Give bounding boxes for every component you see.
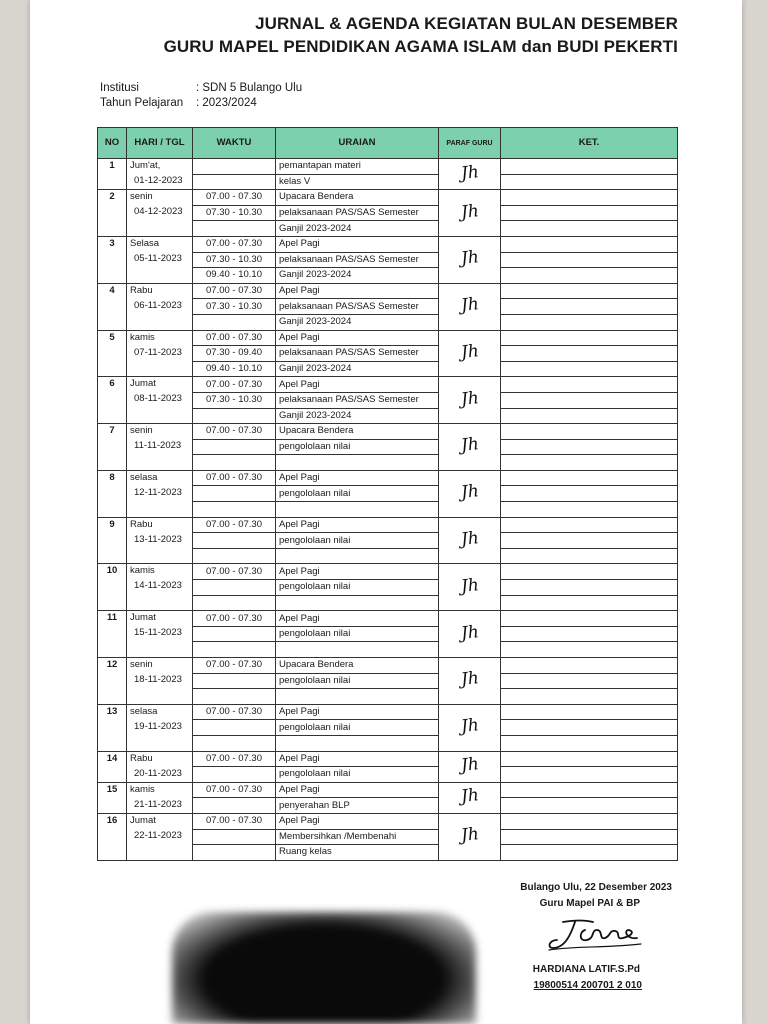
entry-description: Apel Pagi — [276, 236, 439, 252]
entry-time: 07.30 - 09.40 — [193, 346, 276, 362]
entry-time — [193, 798, 276, 814]
entry-time — [193, 720, 276, 736]
entry-day: senin — [130, 425, 153, 437]
paraf-signature-icon: Jh — [459, 824, 480, 847]
entry-time — [193, 486, 276, 502]
entry-description: pengololaan nilai — [276, 767, 439, 783]
entry-day-date — [127, 813, 193, 860]
table-row — [98, 159, 678, 175]
entry-date: 04-12-2023 — [134, 206, 183, 218]
entry-description: Apel Pagi — [276, 564, 439, 580]
entry-description: Upacara Bendera — [276, 424, 439, 440]
col-header-hari: HARI / TGL — [127, 128, 193, 159]
entry-number: 2 — [98, 190, 127, 237]
entry-ket — [501, 642, 678, 658]
entry-ket — [501, 782, 678, 798]
entry-description: Membersihkan /Membenahi — [276, 829, 439, 845]
entry-day: selasa — [130, 471, 158, 483]
entry-time — [193, 580, 276, 596]
entry-description: pengololaan nilai — [276, 533, 439, 549]
entry-time — [193, 455, 276, 471]
table-row — [98, 658, 678, 674]
entry-day-date — [127, 236, 193, 283]
entry-description: Apel Pagi — [276, 751, 439, 767]
entry-description: pengololaan nilai — [276, 580, 439, 596]
paraf-signature-icon: Jh — [459, 200, 480, 223]
entry-time — [193, 221, 276, 237]
entry-ket — [501, 517, 678, 533]
entry-day-date — [127, 782, 193, 813]
paraf-cell — [439, 751, 501, 782]
paraf-signature-icon: Jh — [459, 528, 480, 550]
paraf-cell — [439, 377, 501, 424]
entry-description: pelaksanaan PAS/SAS Semester — [276, 205, 439, 221]
entry-day-date — [127, 564, 193, 611]
entry-number: 6 — [98, 377, 127, 424]
col-header-paraf: PARAF GURU — [439, 128, 501, 159]
entry-ket — [501, 502, 678, 518]
entry-ket — [501, 377, 678, 393]
entry-time: 07.00 - 07.30 — [193, 330, 276, 346]
table-row — [98, 377, 678, 393]
entry-ket — [501, 548, 678, 564]
entry-description: pemantapan materi — [276, 159, 439, 175]
entry-time — [193, 689, 276, 705]
entry-description — [276, 689, 439, 705]
entry-description: kelas V — [276, 174, 439, 190]
entry-description: Ganjil 2023-2024 — [276, 221, 439, 237]
entry-time: 07.00 - 07.30 — [193, 377, 276, 393]
entry-number: 7 — [98, 424, 127, 471]
entry-number: 14 — [98, 751, 127, 782]
entry-ket — [501, 580, 678, 596]
entry-ket — [501, 611, 678, 627]
paraf-cell — [439, 782, 501, 813]
entry-time: 07.30 - 10.30 — [193, 299, 276, 315]
entry-date: 05-11-2023 — [134, 252, 182, 264]
institusi-label: Institusi — [100, 82, 139, 94]
entry-number: 13 — [98, 704, 127, 751]
paraf-cell — [439, 813, 501, 860]
entry-description: Ruang kelas — [276, 845, 439, 861]
paraf-signature-icon: Jh — [459, 621, 480, 644]
entry-description — [276, 548, 439, 564]
entry-day-date — [127, 751, 193, 782]
entry-number: 4 — [98, 283, 127, 330]
table-row — [98, 782, 678, 798]
entry-time — [193, 439, 276, 455]
entry-time — [193, 642, 276, 658]
entry-day-date — [127, 517, 193, 564]
entry-ket — [501, 252, 678, 268]
entry-ket — [501, 455, 678, 471]
entry-time — [193, 174, 276, 190]
journal-body — [98, 159, 678, 861]
entry-day-date — [127, 658, 193, 705]
entry-time: 07.00 - 07.30 — [193, 564, 276, 580]
entry-ket — [501, 689, 678, 705]
entry-ket — [501, 392, 678, 408]
entry-time: 07.30 - 10.30 — [193, 252, 276, 268]
entry-time: 07.00 - 07.30 — [193, 190, 276, 206]
entry-ket — [501, 190, 678, 206]
entry-day: Jum'at, — [130, 160, 161, 171]
entry-time: 09.40 - 10.10 — [193, 268, 276, 284]
entry-description: pelaksanaan PAS/SAS Semester — [276, 392, 439, 408]
table-row — [98, 283, 678, 299]
paraf-signature-icon: Jh — [459, 294, 480, 317]
entry-description: Apel Pagi — [276, 377, 439, 393]
entry-description: pengololaan nilai — [276, 720, 439, 736]
entry-time — [193, 408, 276, 424]
institusi-value: : SDN 5 Bulango Ulu — [196, 82, 303, 94]
paraf-cell — [439, 159, 501, 190]
entry-ket — [501, 346, 678, 362]
entry-ket — [501, 221, 678, 237]
entry-ket — [501, 767, 678, 783]
entry-day: Jumat — [130, 612, 156, 624]
paraf-cell — [439, 330, 501, 377]
table-row — [98, 424, 678, 440]
entry-description: Ganjil 2023-2024 — [276, 268, 439, 284]
entry-time: 07.00 - 07.30 — [193, 782, 276, 798]
entry-ket — [501, 813, 678, 829]
paraf-cell — [439, 704, 501, 751]
entry-date: 01-12-2023 — [134, 175, 183, 186]
entry-date: 20-11-2023 — [134, 767, 182, 779]
entry-day: Rabu — [130, 518, 153, 530]
entry-time: 09.40 - 10.10 — [193, 361, 276, 377]
entry-number: 12 — [98, 658, 127, 705]
entry-ket — [501, 159, 678, 175]
entry-time — [193, 767, 276, 783]
sign-place-date: Bulango Ulu, 22 Desember 2023 — [520, 882, 672, 893]
entry-date: 12-11-2023 — [134, 486, 182, 498]
table-row — [98, 813, 678, 829]
entry-time — [193, 735, 276, 751]
paraf-cell — [439, 470, 501, 517]
entry-day-date — [127, 470, 193, 517]
entry-ket — [501, 735, 678, 751]
entry-ket — [501, 658, 678, 674]
entry-day: kamis — [130, 331, 155, 343]
tahun-value: : 2023/2024 — [196, 97, 257, 109]
entry-description: Apel Pagi — [276, 704, 439, 720]
table-header-row — [98, 128, 678, 159]
entry-day-date — [127, 704, 193, 751]
entry-number: 5 — [98, 330, 127, 377]
document-title-line1: JURNAL & AGENDA KEGIATAN BULAN DESEMBER — [255, 14, 678, 33]
table-row — [98, 704, 678, 720]
entry-time — [193, 159, 276, 175]
paraf-signature-icon: Jh — [459, 341, 480, 363]
journal-table — [97, 127, 678, 861]
entry-description: pengololaan nilai — [276, 673, 439, 689]
entry-ket — [501, 845, 678, 861]
entry-time — [193, 595, 276, 611]
paraf-cell — [439, 424, 501, 471]
entry-time: 07.00 - 07.30 — [193, 424, 276, 440]
entry-day-date — [127, 159, 193, 190]
table-row — [98, 517, 678, 533]
paraf-cell — [439, 517, 501, 564]
col-header-waktu: WAKTU — [193, 128, 276, 159]
entry-description: Ganjil 2023-2024 — [276, 314, 439, 330]
entry-description: Ganjil 2023-2024 — [276, 361, 439, 377]
entry-ket — [501, 798, 678, 814]
entry-description: Upacara Bendera — [276, 190, 439, 206]
entry-number: 9 — [98, 517, 127, 564]
entry-ket — [501, 314, 678, 330]
entry-number: 16 — [98, 813, 127, 860]
entry-description: Ganjil 2023-2024 — [276, 408, 439, 424]
entry-description: pengololaan nilai — [276, 626, 439, 642]
entry-date: 08-11-2023 — [134, 393, 182, 405]
document-title-line2: GURU MAPEL PENDIDIKAN AGAMA ISLAM dan BUDI PEKERTI — [163, 37, 678, 56]
entry-ket — [501, 439, 678, 455]
paraf-signature-icon: Jh — [459, 668, 480, 691]
entry-ket — [501, 751, 678, 767]
tahun-label: Tahun Pelajaran — [100, 97, 184, 109]
paraf-signature-icon: Jh — [459, 481, 480, 504]
entry-day: Rabu — [130, 284, 153, 296]
table-row — [98, 751, 678, 767]
entry-description — [276, 502, 439, 518]
entry-day: Rabu — [130, 752, 153, 764]
col-header-ket: KET. — [501, 128, 678, 159]
entry-time: 07.00 - 07.30 — [193, 283, 276, 299]
entry-time — [193, 829, 276, 845]
handwritten-signature — [545, 914, 645, 956]
entry-ket — [501, 174, 678, 190]
entry-description — [276, 455, 439, 471]
entry-time: 07.00 - 07.30 — [193, 751, 276, 767]
entry-description: Apel Pagi — [276, 517, 439, 533]
entry-date: 14-11-2023 — [134, 580, 182, 592]
paraf-cell — [439, 611, 501, 658]
col-header-no: NO — [98, 128, 127, 159]
entry-description: Upacara Bendera — [276, 658, 439, 674]
table-row — [98, 236, 678, 252]
entry-description: Apel Pagi — [276, 782, 439, 798]
table-row — [98, 330, 678, 346]
entry-time — [193, 845, 276, 861]
paraf-cell — [439, 564, 501, 611]
entry-ket — [501, 205, 678, 221]
entry-time — [193, 314, 276, 330]
entry-day-date — [127, 611, 193, 658]
entry-description — [276, 735, 439, 751]
entry-time: 07.00 - 07.30 — [193, 813, 276, 829]
paraf-signature-icon: Jh — [459, 574, 480, 597]
entry-day-date — [127, 283, 193, 330]
meta-tahun-pelajaran — [100, 97, 257, 109]
entry-number: 8 — [98, 470, 127, 517]
entry-description: Apel Pagi — [276, 611, 439, 627]
paraf-cell — [439, 190, 501, 237]
entry-description: pelaksanaan PAS/SAS Semester — [276, 252, 439, 268]
paraf-cell — [439, 283, 501, 330]
entry-ket — [501, 236, 678, 252]
entry-date: 21-11-2023 — [134, 798, 182, 810]
entry-ket — [501, 626, 678, 642]
entry-ket — [501, 268, 678, 284]
entry-time: 07.00 - 07.30 — [193, 517, 276, 533]
sign-name: HARDIANA LATIF.S.Pd — [532, 964, 640, 975]
table-row — [98, 470, 678, 486]
paraf-signature-icon: Jh — [459, 434, 480, 457]
entry-time: 07.00 - 07.30 — [193, 704, 276, 720]
entry-time — [193, 502, 276, 518]
entry-ket — [501, 470, 678, 486]
paraf-cell — [439, 236, 501, 283]
sign-role: Guru Mapel PAI & BP — [539, 898, 640, 909]
entry-ket — [501, 299, 678, 315]
entry-day-date — [127, 377, 193, 424]
entry-description: pengololaan nilai — [276, 486, 439, 502]
entry-time — [193, 533, 276, 549]
entry-time: 07.00 - 07.30 — [193, 658, 276, 674]
entry-date: 07-11-2023 — [134, 346, 182, 358]
entry-ket — [501, 533, 678, 549]
entry-day: selasa — [130, 705, 158, 717]
entry-ket — [501, 595, 678, 611]
paraf-signature-icon: Jh — [459, 387, 480, 410]
entry-day-date — [127, 424, 193, 471]
paraf-signature-icon: Jh — [459, 247, 480, 270]
entry-ket — [501, 486, 678, 502]
entry-description: Apel Pagi — [276, 330, 439, 346]
entry-time: 07.30 - 10.30 — [193, 392, 276, 408]
entry-description: Apel Pagi — [276, 283, 439, 299]
entry-ket — [501, 361, 678, 377]
entry-ket — [501, 408, 678, 424]
entry-description: Apel Pagi — [276, 470, 439, 486]
entry-number: 15 — [98, 782, 127, 813]
entry-number: 1 — [98, 159, 127, 190]
entry-ket — [501, 704, 678, 720]
sign-nip: 19800514 200701 2 010 — [533, 980, 642, 991]
paraf-signature-icon: Jh — [459, 754, 480, 777]
entry-day: senin — [130, 191, 153, 203]
entry-time — [193, 548, 276, 564]
entry-date: 06-11-2023 — [134, 299, 182, 311]
entry-day: Jumat — [130, 814, 156, 826]
paraf-signature-icon: Jh — [459, 715, 480, 738]
entry-day: kamis — [130, 565, 155, 577]
paraf-cell — [439, 658, 501, 705]
entry-time — [193, 673, 276, 689]
entry-day: Jumat — [130, 378, 156, 390]
entry-number: 11 — [98, 611, 127, 658]
entry-ket — [501, 673, 678, 689]
entry-day: Selasa — [130, 237, 160, 249]
entry-date: 19-11-2023 — [134, 720, 182, 732]
table-row — [98, 190, 678, 206]
col-header-uraian: URAIAN — [276, 128, 439, 159]
entry-day-date — [127, 190, 193, 237]
entry-date: 15-11-2023 — [134, 627, 182, 639]
entry-description — [276, 642, 439, 658]
entry-ket — [501, 720, 678, 736]
entry-time: 07.00 - 07.30 — [193, 611, 276, 627]
entry-description — [276, 595, 439, 611]
entry-ket — [501, 564, 678, 580]
entry-description: pengololaan nilai — [276, 439, 439, 455]
paraf-signature-icon: Jh — [459, 161, 480, 184]
table-row — [98, 564, 678, 580]
entry-date: 18-11-2023 — [134, 674, 182, 685]
entry-time: 07.00 - 07.30 — [193, 236, 276, 252]
entry-ket — [501, 829, 678, 845]
blurred-object — [172, 912, 476, 1024]
entry-date: 11-11-2023 — [134, 440, 182, 452]
entry-time — [193, 626, 276, 642]
entry-description: pelaksanaan PAS/SAS Semester — [276, 299, 439, 315]
entry-date: 13-11-2023 — [134, 533, 182, 545]
entry-description: penyerahan BLP — [276, 798, 439, 814]
entry-ket — [501, 330, 678, 346]
entry-description: pelaksanaan PAS/SAS Semester — [276, 346, 439, 362]
entry-number: 3 — [98, 236, 127, 283]
entry-time: 07.00 - 07.30 — [193, 470, 276, 486]
paraf-signature-icon: Jh — [459, 785, 480, 808]
entry-date: 22-11-2023 — [134, 829, 182, 841]
entry-description: Apel Pagi — [276, 813, 439, 829]
meta-institusi — [100, 82, 302, 94]
entry-day: kamis — [130, 783, 155, 795]
entry-time: 07.30 - 10.30 — [193, 205, 276, 221]
entry-day-date — [127, 330, 193, 377]
table-row — [98, 611, 678, 627]
entry-number: 10 — [98, 564, 127, 611]
entry-ket — [501, 424, 678, 440]
entry-ket — [501, 283, 678, 299]
entry-day: senin — [130, 659, 153, 670]
